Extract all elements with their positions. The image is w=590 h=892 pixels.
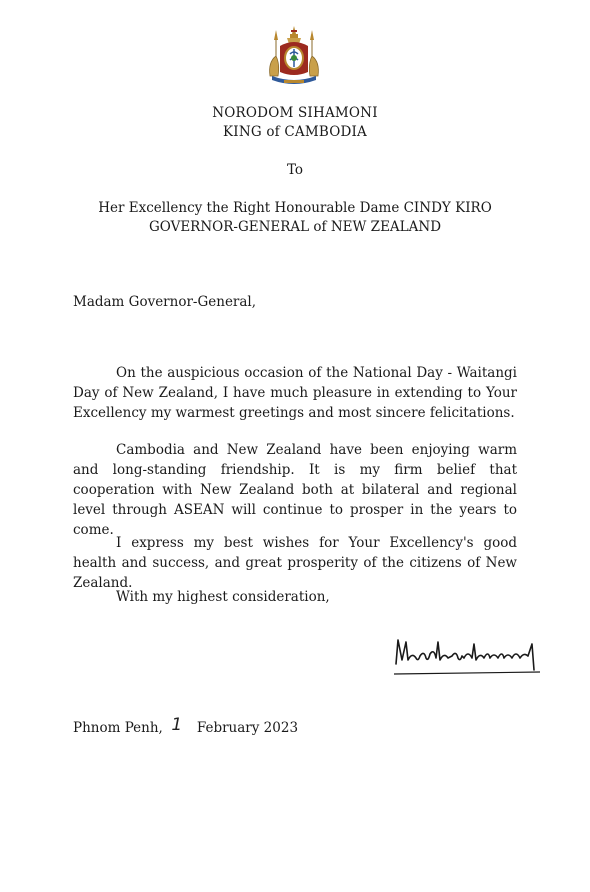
salutation: Madam Governor-General, xyxy=(73,294,257,310)
place-and-date xyxy=(73,717,298,737)
place: Phnom Penh, xyxy=(73,720,163,736)
recipient-title: GOVERNOR-GENERAL of NEW ZEALAND xyxy=(148,219,442,235)
body-paragraph: I express my best wishes for Your Excellency's good health and success, and great prosperity of the citizens of New Zealand. xyxy=(73,535,517,591)
recipient-name: Her Excellency the Right Honourable Dame CINDY KIRO xyxy=(98,200,492,216)
closing-line: With my highest consideration, xyxy=(116,589,330,605)
sender-title: KING of CAMBODIA xyxy=(223,124,367,140)
to-label: To xyxy=(286,162,304,178)
royal-emblem-icon xyxy=(262,24,326,90)
body-paragraph: On the auspicious occasion of the National Day - Waitangi Day of New Zealand, I have much pleasure in extending to Your Excellency my warmest greetings and most sincere felicitations. xyxy=(73,365,517,421)
date-month-year: February 2023 xyxy=(196,720,299,736)
sender-name: NORODOM SIHAMONI xyxy=(212,105,378,121)
date-day: 1 xyxy=(171,715,183,735)
body-paragraph: Cambodia and New Zealand have been enjoying warm and long-standing friendship. It is my firm belief that cooperation with New Zealand both at bilateral and regional level through ASEAN will continue to prosper in the years to come. xyxy=(73,442,517,538)
handwritten-signature xyxy=(390,630,550,680)
